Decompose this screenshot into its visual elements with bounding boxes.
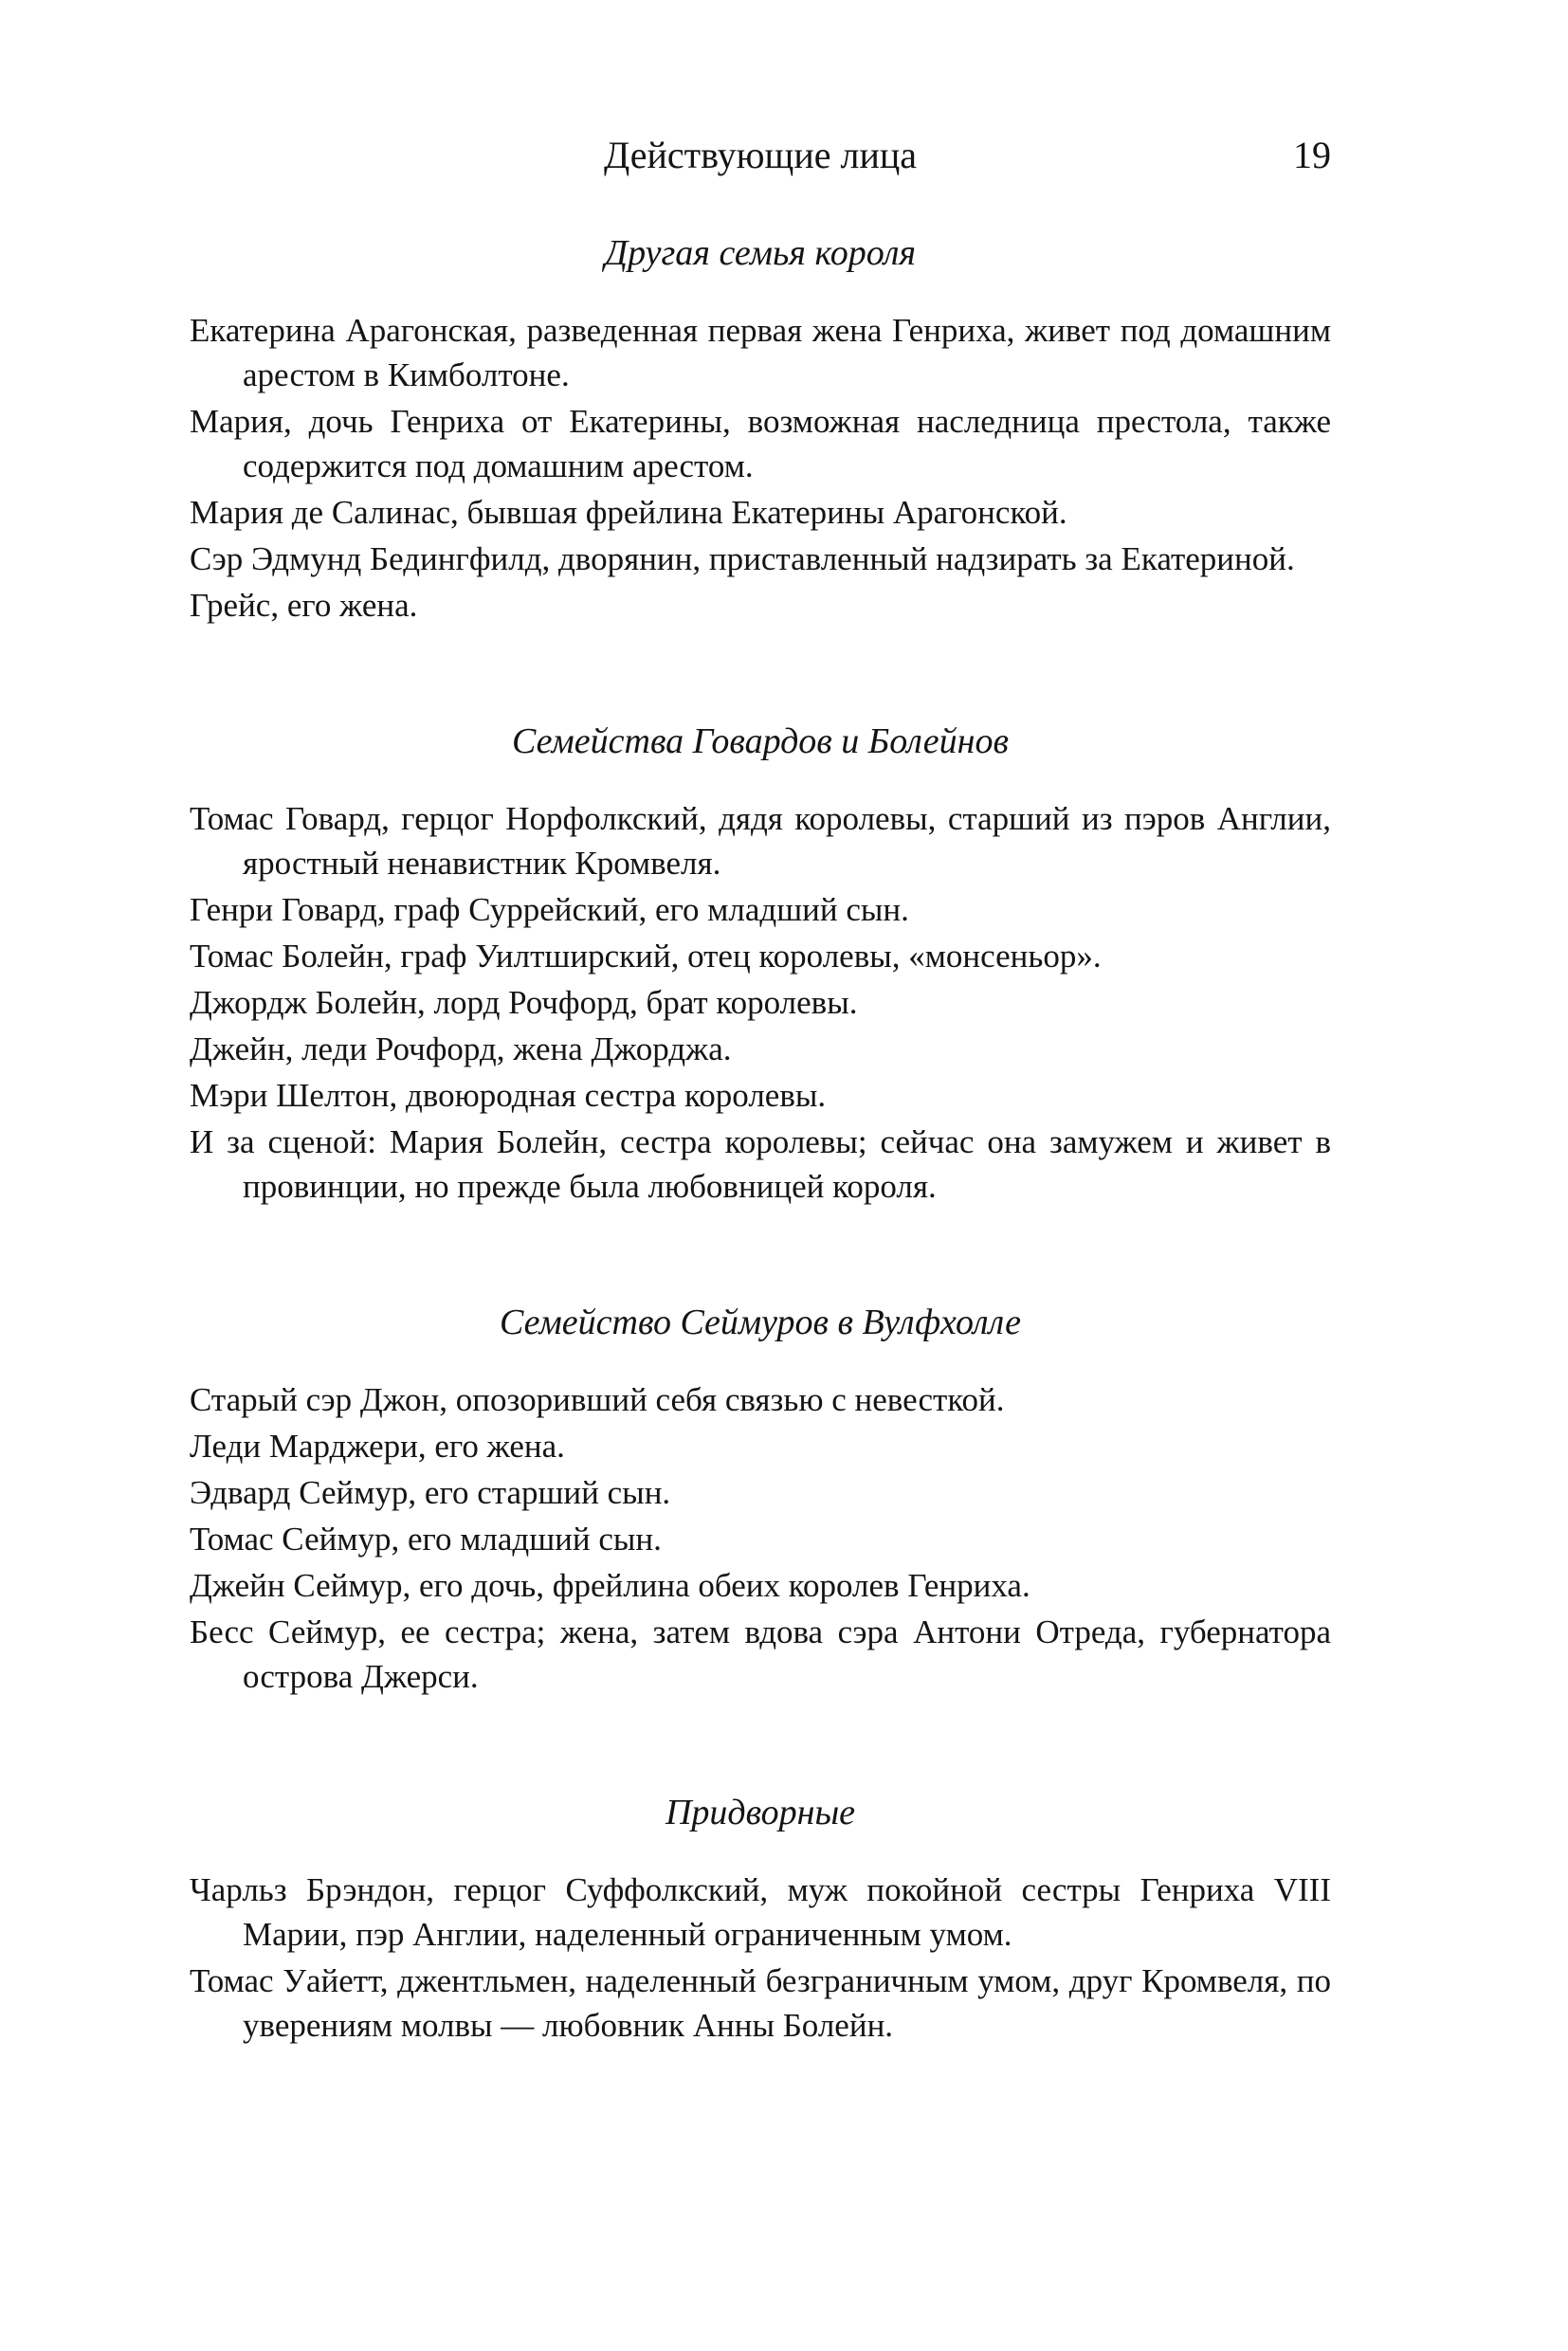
section-title: Семейство Сеймуров в Вулфхолле (500, 1303, 1021, 1342)
character-entry: Мария, дочь Генриха от Екатерины, возможная наследница престола, также содержится под домашним арестом. (190, 403, 1331, 484)
character-entry: Джейн, леди Рочфорд, жена Джорджа. (190, 1030, 732, 1067)
character-entry: Джейн Сеймур, его дочь, фрейлина обеих королев Генриха. (190, 1567, 1030, 1604)
character-entry: Генри Говард, граф Суррейский, его младший сын. (190, 891, 909, 928)
running-head (190, 133, 1331, 190)
section-king-other-family (190, 232, 1331, 628)
character-entry: Грейс, его жена. (190, 587, 418, 624)
character-entry: Чарльз Брэндон, герцог Суффолкский, муж покойной сестры Генриха VIII Марии, пэр Англии, наделенный ограниченным умом. (190, 1871, 1331, 1953)
character-entry: И за сценой: Мария Болейн, сестра королевы; сейчас она замужем и живет в провинции, но прежде была любовницей короля. (190, 1123, 1331, 1205)
character-entry: Сэр Эдмунд Бедингфилд, дворянин, приставленный надзирать за Екатериной. (190, 540, 1295, 577)
character-entry: Бесс Сеймур, ее сестра; жена, затем вдова сэра Антони Отреда, губернатора острова Джерси. (190, 1613, 1331, 1695)
character-entry: Старый сэр Джон, опозоривший себя связью с невесткой. (190, 1381, 1005, 1418)
character-entry: Екатерина Арагонская, разведенная первая жена Генриха, живет под домашним арестом в Кимболтоне. (190, 312, 1331, 393)
section-howard-boleyn-families (190, 720, 1331, 1209)
running-title: Действующие лица (603, 134, 918, 176)
character-entry: Мэри Шелтон, двоюродная сестра королевы. (190, 1077, 827, 1114)
page-number: 19 (1293, 134, 1331, 176)
book-page (190, 133, 1331, 2141)
character-list (190, 1377, 1331, 1699)
section-title: Семейства Говардов и Болейнов (512, 721, 1009, 761)
section-title: Придворные (665, 1793, 856, 1832)
section-seymour-family (190, 1302, 1331, 1699)
character-entry: Леди Марджери, его жена. (190, 1428, 565, 1465)
character-entry: Эдвард Сеймур, его старший сын. (190, 1474, 671, 1511)
character-entry: Томас Уайетт, джентльмен, наделенный безграничным умом, друг Кромвеля, по уверениям молвы — любовник Анны Болейн. (190, 1962, 1331, 2044)
character-entry: Мария де Салинас, бывшая фрейлина Екатерины Арагонской. (190, 494, 1067, 531)
character-entry: Томас Болейн, граф Уилтширский, отец королевы, «монсеньор». (190, 938, 1102, 975)
character-entry: Томас Говард, герцог Норфолкский, дядя королевы, старший из пэров Англии, яростный ненавистник Кромвеля. (190, 800, 1331, 882)
character-entry: Джордж Болейн, лорд Рочфорд, брат королевы. (190, 984, 858, 1021)
character-list (190, 1868, 1331, 2048)
character-list (190, 308, 1331, 628)
section-courtiers (190, 1792, 1331, 2048)
character-entry: Томас Сеймур, его младший сын. (190, 1521, 662, 1558)
section-title: Другая семья короля (604, 233, 917, 273)
character-list (190, 796, 1331, 1209)
